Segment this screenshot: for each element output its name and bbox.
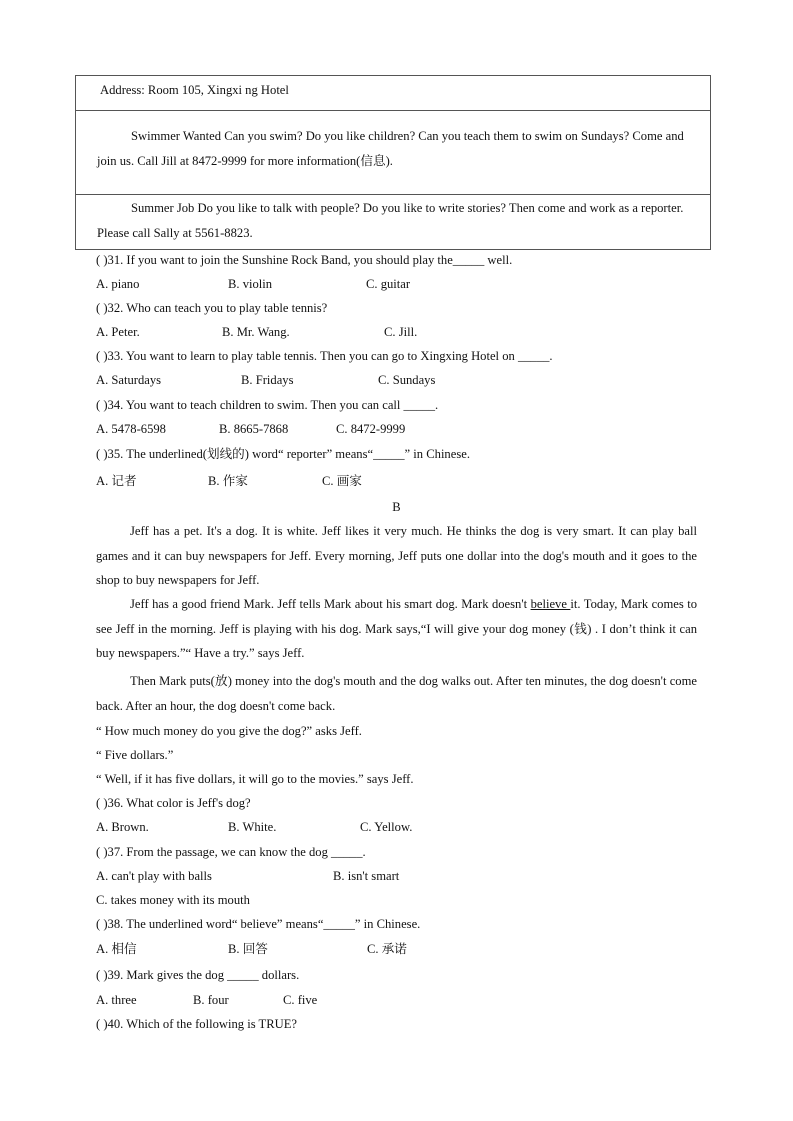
q38-option-b: B. 回答 [228,942,268,956]
q36-option-a: A. Brown. [96,820,149,834]
question-36: ( )36. What color is Jeff's dog? [96,796,251,810]
q33-option-c: C. Sundays [378,373,436,387]
question-39: ( )39. Mark gives the dog _____ dollars. [96,968,300,982]
ad-swimmer-row [76,110,710,195]
dialogue-line-2: “ Five dollars.” [96,748,174,762]
ad-summer-job-text: Summer Job Do you like to talk with people? Do you like to write stories? Then come and work as a reporter. Please call Sally at 5561-8823. [97,201,684,240]
q38-option-c: C. 承诺 [367,942,407,956]
question-34: ( )34. You want to teach children to swim. Then you can call _____. [96,398,439,412]
q34-option-c: C. 8472-9999 [336,422,406,436]
q39-option-a: A. three [96,993,137,1007]
q35-option-c: C. 画家 [322,474,362,488]
ad-address-text: Address: Room 105, Xingxi ng Hotel [100,83,289,97]
q32-option-c: C. Jill. [384,325,418,339]
question-40: ( )40. Which of the following is TRUE? [96,1017,298,1031]
q31-option-c: C. guitar [366,277,411,291]
q34-option-b: B. 8665-7868 [219,422,289,436]
q37-option-b: B. isn't smart [333,869,400,883]
q35-option-b: B. 作家 [208,474,248,488]
question-37: ( )37. From the passage, we can know the dog _____. [96,845,366,859]
ad-swimmer-text: Swimmer Wanted Can you swim? Do you like children? Can you teach them to swim on Sundays? Come and join us. Call Jill at 8472-9999 for more information(信息). [97,129,684,168]
q37-option-a: A. can't play with balls [96,869,212,883]
q39-option-b: B. four [193,993,229,1007]
question-33: ( )33. You want to learn to play table tennis. Then you can go to Xingxing Hotel on _____. [96,349,553,363]
ad-table [75,75,711,250]
q37-option-c: C. takes money with its mouth [96,893,250,907]
p2-text-before: Jeff has a good friend Mark. Jeff tells Mark about his smart dog. Mark doesn't [130,597,531,611]
q35-option-a: A. 记者 [96,474,137,488]
q33-option-a: A. Saturdays [96,373,162,387]
underlined-word-believe: believe [530,597,571,611]
question-38: ( )38. The underlined word“ believe” means“_____” in Chinese. [96,917,421,931]
question-31: ( )31. If you want to join the Sunshine Rock Band, you should play the_____ well. [96,253,513,267]
q33-option-b: B. Fridays [241,373,294,387]
ad-address-row [76,76,710,110]
question-35: ( )35. The underlined(划线的) word“ reporter” means“_____” in Chinese. [96,447,470,461]
q32-option-a: A. Peter. [96,325,140,339]
ad-summer-job-row [76,194,710,252]
q36-option-c: C. Yellow. [360,820,413,834]
q34-option-a: A. 5478-6598 [96,422,166,436]
q38-option-a: A. 相信 [96,942,137,956]
q32-option-b: B. Mr. Wang. [222,325,290,339]
p2-text-after: it. Today, Mark comes to see Jeff in the morning. Jeff is playing with his dog. Mark says,“I will give your dog money (钱) . I don’t think it can buy newspapers.”“ Have a try.” says Jeff. [96,597,697,661]
passage-paragraph-1: Jeff has a pet. It's a dog. It is white. Jeff likes it very much. He thinks the dog is very smart. It can play ball games and it can buy newspapers for Jeff. Every morning, Jeff puts one dollar into the dog's mouth and it goes to the shop to buy newspapers for Jeff. [96,524,697,588]
dialogue-line-1: “ How much money do you give the dog?” asks Jeff. [96,724,362,738]
q31-option-b: B. violin [228,277,273,291]
q36-option-b: B. White. [228,820,277,834]
dialogue-line-3: “ Well, if it has five dollars, it will go to the movies.” says Jeff. [96,772,414,786]
q39-option-c: C. five [283,993,318,1007]
passage-paragraph-3: Then Mark puts(放) money into the dog's mouth and the dog walks out. After ten minutes, the dog doesn't come back. After an hour, the dog doesn't come back. [96,674,697,713]
passage-paragraph-2 [96,592,697,666]
section-b-heading: B [392,500,401,514]
q31-option-a: A. piano [96,277,140,291]
question-32: ( )32. Who can teach you to play table tennis? [96,301,328,315]
